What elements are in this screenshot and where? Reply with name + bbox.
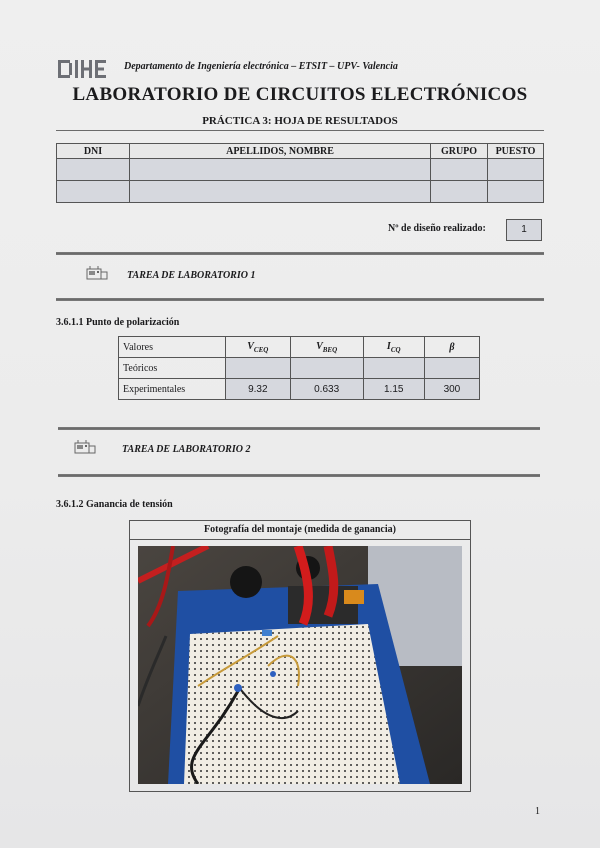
dni-cell[interactable] <box>57 159 130 181</box>
table-row <box>57 181 544 203</box>
die-logo <box>58 58 106 80</box>
vceq-header: $V_{CEQ}$ <box>226 337 291 358</box>
photo-frame <box>129 520 471 792</box>
column-header-group: GRUPO <box>431 144 488 159</box>
task2-bottom-divider <box>58 474 540 477</box>
icq-header: $I_{CQ}$ <box>363 337 424 358</box>
design-number-label: Nº de diseño realizado: <box>388 223 486 234</box>
task1-top-divider <box>56 252 544 255</box>
beta-header: β <box>424 337 479 358</box>
theoretical-label: Teóricos <box>119 358 226 379</box>
lab-equipment-icon <box>86 266 108 282</box>
section-gain-title: 3.6.1.2 Ganancia de tensión <box>56 499 173 510</box>
theoretical-vbeq-cell[interactable] <box>290 358 363 379</box>
student-id-table <box>56 143 544 203</box>
seat-cell[interactable] <box>488 181 544 203</box>
design-number-field[interactable]: 1 <box>506 219 542 241</box>
dni-cell[interactable] <box>57 181 130 203</box>
lab-equipment-icon <box>74 440 96 456</box>
table-header-row <box>119 337 480 358</box>
column-header-seat: PUESTO <box>488 144 544 159</box>
column-header-dni: DNI <box>57 144 130 159</box>
theoretical-icq-cell[interactable] <box>363 358 424 379</box>
page-number: 1 <box>535 806 540 817</box>
page-title: LABORATORIO DE CIRCUITOS ELECTRÓNICOS <box>72 84 528 105</box>
theoretical-vceq-cell[interactable] <box>226 358 291 379</box>
group-cell[interactable] <box>431 159 488 181</box>
task2-title: TAREA DE LABORATORIO 2 <box>122 444 251 455</box>
task1-bottom-divider <box>56 298 544 301</box>
group-cell[interactable] <box>431 181 488 203</box>
column-header-name: APELLIDOS, NOMBRE <box>130 144 431 159</box>
experimental-label: Experimentales <box>119 379 226 400</box>
task2-top-divider <box>58 427 540 430</box>
table-row <box>119 358 480 379</box>
name-cell[interactable] <box>130 159 431 181</box>
polarization-table <box>118 336 480 400</box>
table-header-row <box>57 144 544 159</box>
department-name: Departamento de Ingeniería electrónica – ETSIT – UPV- Valencia <box>124 61 398 72</box>
section-polarization-title: 3.6.1.1 Punto de polarización <box>56 317 180 328</box>
page-subtitle: PRÁCTICA 3: HOJA DE RESULTADOS <box>202 115 398 127</box>
seat-cell[interactable] <box>488 159 544 181</box>
vbeq-header: $V_{BEQ}$ <box>290 337 363 358</box>
table-row <box>57 159 544 181</box>
values-header: Valores <box>119 337 226 358</box>
header-divider <box>56 130 544 131</box>
breadboard-photo <box>138 546 462 784</box>
experimental-beta-cell[interactable]: 300 <box>424 379 479 400</box>
table-row <box>119 379 480 400</box>
photo-caption: Fotografía del montaje (medida de ganancia) <box>130 521 470 540</box>
name-cell[interactable] <box>130 181 431 203</box>
task1-title: TAREA DE LABORATORIO 1 <box>127 270 256 281</box>
theoretical-beta-cell[interactable] <box>424 358 479 379</box>
experimental-vceq-cell[interactable]: 9.32 <box>226 379 291 400</box>
experimental-icq-cell[interactable]: 1.15 <box>363 379 424 400</box>
experimental-vbeq-cell[interactable]: 0.633 <box>290 379 363 400</box>
